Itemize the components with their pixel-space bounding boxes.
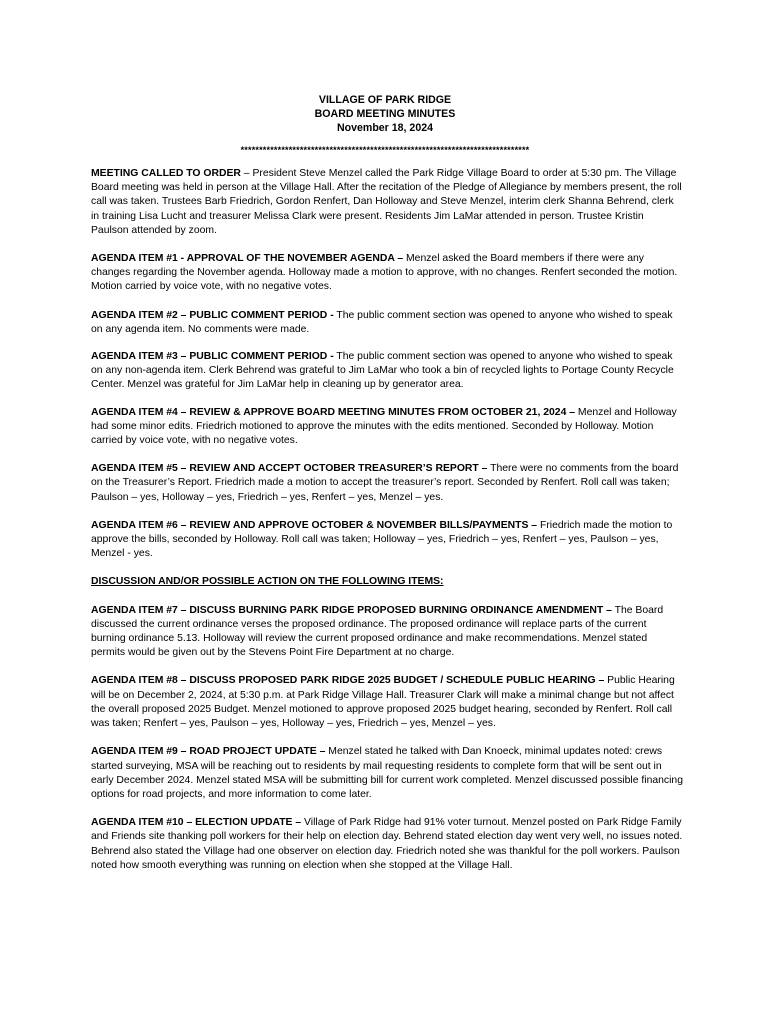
- section-heading: AGENDA ITEM #7 – DISCUSS BURNING PARK RIDGE PROPOSED BURNING ORDINANCE AMENDMENT –: [91, 604, 612, 616]
- section-heading: AGENDA ITEM #8 – DISCUSS PROPOSED PARK RIDGE 2025 BUDGET / SCHEDULE PUBLIC HEARING –: [91, 675, 605, 687]
- document-title: BOARD MEETING MINUTES: [314, 108, 456, 120]
- village-name: VILLAGE OF PARK RIDGE: [318, 94, 452, 106]
- section-text: Friedrich made the motion to approve the bills, seconded by Holloway. Roll call was taken; Holloway – yes, Friedrich – yes, Renfert – yes, Paulson – yes, Menzel - yes.: [91, 519, 673, 560]
- section-agenda-item-6: [91, 519, 683, 562]
- section-heading: MEETING CALLED TO ORDER: [91, 168, 241, 179]
- section-agenda-item-9: [91, 745, 683, 802]
- section-heading: AGENDA ITEM #10 – ELECTION UPDATE –: [91, 817, 302, 829]
- section-agenda-item-2: [91, 309, 683, 337]
- section-text: Village of Park Ridge had 91% voter turnout. Menzel posted on Park Ridge Family and Friends site thanking poll workers for their help on election day. Behrend stated election day went very well, no issues noted. Behrend also stated the Village had one observer on election day. Friedrich noted she was thankful for the poll workers. Paulson noted how smooth everything was running on election when she stopped at the Village Hall.: [91, 817, 683, 871]
- section-heading: AGENDA ITEM #2 – PUBLIC COMMENT PERIOD -: [91, 309, 334, 321]
- section-agenda-item-1: [91, 252, 683, 295]
- section-agenda-item-4: [91, 406, 683, 449]
- section-agenda-item-5: [91, 462, 683, 505]
- section-text: Menzel asked the Board members if there were any changes regarding the November agenda. Holloway made a motion to approve, with no changes. Renfert seconded the motion. Motion carried by voice vote, with no negative votes.: [91, 253, 678, 293]
- section-text: The public comment section was opened to anyone who wished to speak on any agenda item. No comments were made.: [91, 309, 673, 335]
- section-heading: AGENDA ITEM #4 – REVIEW & APPROVE BOARD MEETING MINUTES FROM OCTOBER 21, 2024 –: [91, 406, 576, 418]
- minutes-body: [91, 167, 683, 887]
- section-text: – President Steve Menzel called the Park Ridge Village Board to order at 5:30 pm. The Village Board meeting was held in person at the Village Hall. After the recitation of the Pledge of Allegiance by members present, the roll call was taken. Trustees Barb Friedrich, Gordon Renfert, Dan Holloway and Steve Menzel, interim clerk Shanna Behrend, clerk in training Lisa Lucht and treasurer Melissa Clark were present. Residents Jim LaMar attended in person. Trustee Kristin Paulson attended by zoom.: [91, 168, 682, 236]
- discussion-heading: [91, 575, 683, 589]
- section-text: The public comment section was opened to anyone who wished to speak on any non-agenda item. Clerk Behrend was grateful to Jim LaMar who took a bin of recycled lights to Portage County Recycle Center. Menzel was grateful for Jim LaMar help in cleaning up by generator area.: [91, 351, 674, 391]
- section-heading: AGENDA ITEM #5 – REVIEW AND ACCEPT OCTOBER TREASURER’S REPORT –: [91, 463, 488, 475]
- section-text: There were no comments from the board on the Treasurer’s Report. Friedrich made a motion to accept the treasurer’s report. Seconded by Renfert. Roll call was taken; Paulson – yes, Holloway – yes, Friedrich – yes, Renfert – yes, Menzel – yes.: [91, 463, 679, 503]
- section-text: Menzel and Holloway had some minor edits. Friedrich motioned to approve the minutes with the edits mentioned. Seconded by Holloway. Motion carried by voice vote, with no negative votes.: [91, 406, 677, 447]
- section-text: Public Hearing will be on December 2, 2024, at 5:30 p.m. at Park Ridge Village Hall. Treasurer Clark will make a minimal change but not affect the overall proposed 2025 Budget. Menzel motioned to approve proposed 2025 budget hearing, seconded by Renfert. Roll call was taken; Renfert – yes, Paulson – yes, Holloway – yes, Friedrich – yes, Menzel – yes.: [91, 675, 675, 730]
- separator-line: ******************************************************************************: [240, 145, 530, 155]
- document-header: [0, 93, 770, 135]
- section-agenda-item-7: [91, 604, 683, 661]
- section-agenda-item-8: [91, 674, 683, 731]
- section-heading: AGENDA ITEM #1 - APPROVAL OF THE NOVEMBER AGENDA –: [91, 253, 404, 265]
- section-text: Menzel stated he talked with Dan Knoeck, minimal updates noted: crews started surveying, MSA will be reaching out to residents by mail requesting residents to complete form that will be sent out in early December 2024. Menzel stated MSA will be submitting bill for current work completed. Menzel discussed possible financing options for road projects, and more information to come later.: [91, 746, 683, 800]
- discussion-heading-text: DISCUSSION AND/OR POSSIBLE ACTION ON THE FOLLOWING ITEMS:: [91, 576, 444, 588]
- section-heading: AGENDA ITEM #6 – REVIEW AND APPROVE OCTOBER & NOVEMBER BILLS/PAYMENTS –: [91, 519, 538, 531]
- section-heading: AGENDA ITEM #3 – PUBLIC COMMENT PERIOD -: [91, 351, 334, 363]
- section-heading: AGENDA ITEM #9 – ROAD PROJECT UPDATE –: [91, 746, 326, 758]
- section-agenda-item-10: [91, 816, 683, 873]
- section-called-to-order: [91, 167, 683, 238]
- section-agenda-item-3: [91, 350, 683, 393]
- meeting-date: November 18, 2024: [337, 122, 433, 134]
- section-text: The Board discussed the current ordinance verses the proposed ordinance. The proposed ordinance will replace parts of the current burning ordinance 5.13. Holloway will review the current proposed ordinance and make recommendations. Menzel stated permits would be given out by the Stevens Point Fire Department at no charge.: [91, 604, 664, 659]
